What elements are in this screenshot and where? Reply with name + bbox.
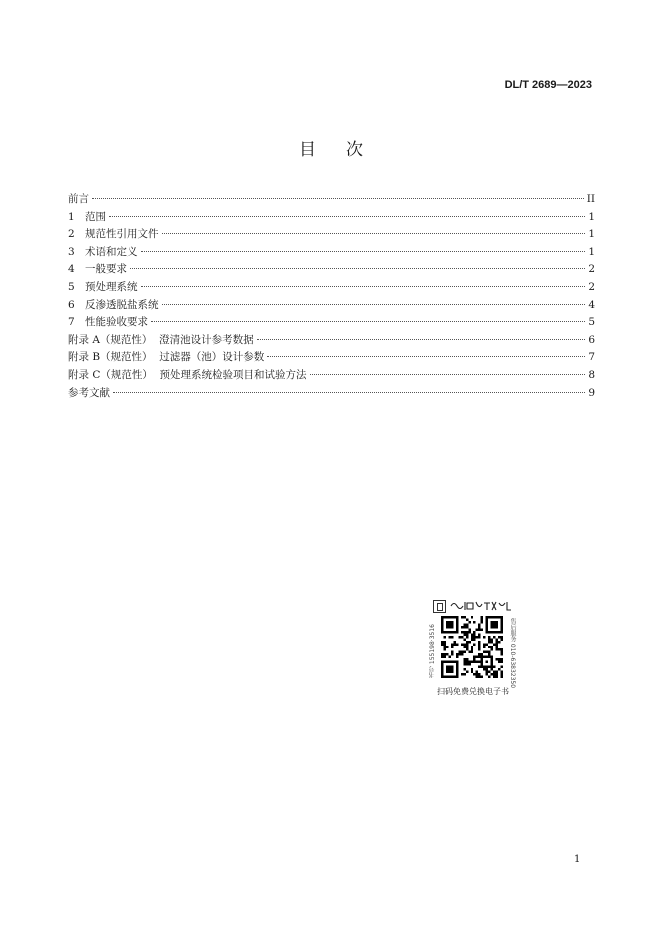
toc-entry-page: 9 [588, 386, 595, 399]
toc-entry[interactable] [68, 244, 595, 262]
toc-entry-number: 1 [68, 210, 75, 223]
toc-entry[interactable] [68, 279, 595, 297]
toc-leader-dots [113, 392, 585, 393]
toc-entry[interactable] [68, 191, 595, 209]
toc-leader-dots [257, 339, 586, 340]
toc-entry-number: 3 [68, 245, 75, 258]
toc-entry-title: 附录 B（规范性） 过滤器（池）设计参数 [68, 351, 265, 364]
toc-entry-page: 2 [588, 280, 595, 293]
toc-entry-number: 2 [68, 228, 75, 241]
toc-entry-title: 附录 A（规范性） 澄清池设计参考数据 [68, 333, 254, 346]
toc-entry-page: 4 [588, 298, 595, 311]
toc-entry-page: 7 [588, 351, 595, 364]
toc-entry-page: 5 [588, 316, 595, 329]
toc-entry[interactable] [68, 209, 595, 227]
toc-entry-title: 预处理系统 [85, 280, 138, 293]
toc-leader-dots [109, 216, 585, 217]
toc-entry[interactable] [68, 367, 595, 385]
toc-entry-number: 5 [68, 280, 75, 293]
toc-entry[interactable] [68, 332, 595, 350]
toc-leader-dots [267, 356, 585, 357]
toc-title: 目次 [299, 140, 393, 160]
toc-leader-dots [162, 233, 586, 234]
toc-entry-title: 参考文献 [68, 386, 110, 399]
document-code: DL/T 2689—2023 [504, 79, 592, 91]
page-number: 1 [574, 854, 581, 865]
toc-entry-number: 4 [68, 263, 75, 276]
toc-entry-title: 范围 [85, 210, 106, 223]
toc-entry-title: 附录 C（规范性） 预处理系统检验项目和试验方法 [68, 368, 307, 381]
toc-entry-page: 6 [588, 333, 595, 346]
toc-entry-page: 1 [588, 245, 595, 258]
toc-entry-page: 2 [588, 263, 595, 276]
toc-leader-dots [162, 304, 586, 305]
toc-entry-title: 反渗透脱盐系统 [85, 298, 159, 311]
toc-entry-page: 1 [588, 210, 595, 223]
toc-leader-dots [92, 198, 584, 199]
toc-entry-page: 1 [588, 228, 595, 241]
publisher-logo-icon [433, 600, 446, 613]
table-of-contents [68, 191, 595, 402]
toc-entry[interactable] [68, 385, 595, 403]
toc-entry[interactable] [68, 314, 595, 332]
toc-entry-number: 7 [68, 316, 75, 329]
toc-leader-dots [141, 251, 586, 252]
publisher-logo-banner [433, 598, 513, 614]
toc-entry[interactable] [68, 261, 595, 279]
toc-entry[interactable] [68, 297, 595, 315]
toc-entry-title: 性能验收要求 [85, 316, 148, 329]
qr-code[interactable] [441, 616, 503, 678]
toc-leader-dots [310, 374, 586, 375]
toc-entry-title: 规范性引用文件 [85, 228, 159, 241]
toc-leader-dots [141, 286, 586, 287]
toc-entry-page: 8 [588, 368, 595, 381]
qr-caption: 扫码免费兑换电子书 [437, 687, 509, 696]
toc-leader-dots [130, 268, 585, 269]
toc-entry-page: II [586, 193, 595, 205]
toc-leader-dots [151, 321, 585, 322]
toc-entry-title: 前言 [68, 193, 89, 205]
toc-entry[interactable] [68, 349, 595, 367]
book-number-vertical: 书号 155198·3516 [429, 624, 436, 678]
toc-entry[interactable] [68, 226, 595, 244]
toc-entry-title: 术语和定义 [85, 245, 138, 258]
publisher-name-calligraphy [449, 600, 513, 612]
service-phone-vertical: 售后服务 010-63832350 [509, 618, 516, 689]
toc-entry-title: 一般要求 [85, 263, 127, 276]
qr-block [427, 598, 519, 702]
toc-entry-number: 6 [68, 298, 75, 311]
